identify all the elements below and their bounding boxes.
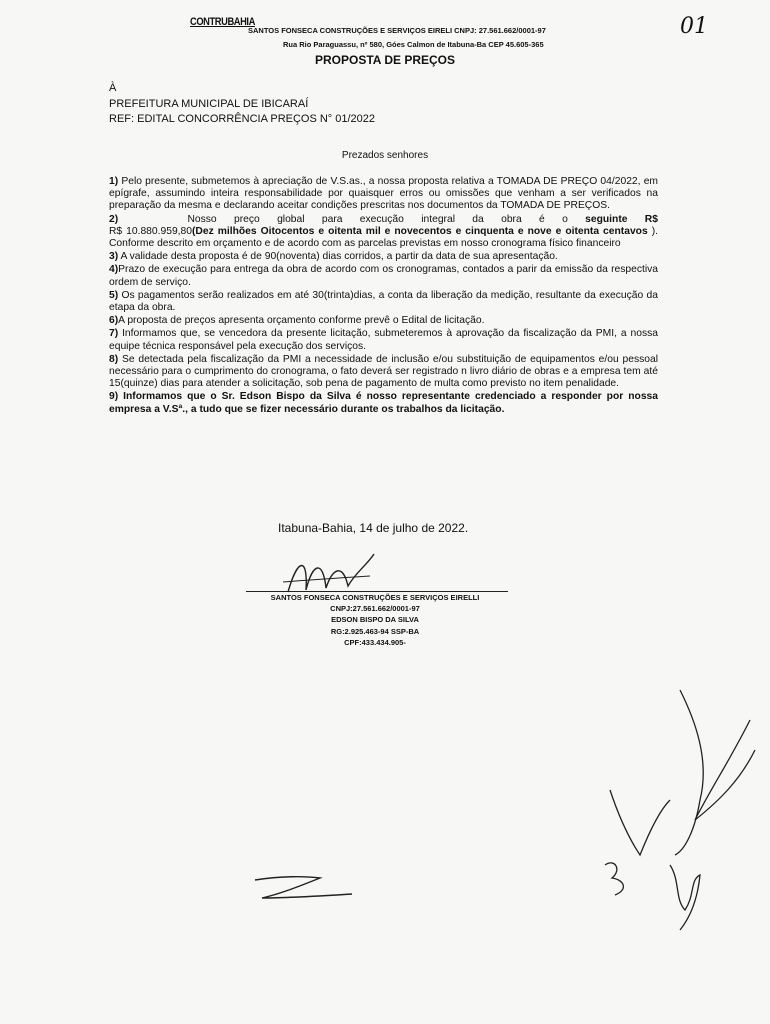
item-number: 7) (109, 328, 119, 340)
item-number: 3) (109, 251, 119, 263)
company-address-line: Rua Rio Paraguassu, nº 580, Góes Calmon de Itabuna-Ba CEP 45.605-365 (283, 40, 544, 49)
signer-cpf: CPF:433.434.905- (344, 637, 406, 647)
item-4 (109, 264, 658, 288)
item-number: 5) (109, 289, 119, 301)
reference-line: REF: EDITAL CONCORRÊNCIA PREÇOS N° 01/2022 (109, 113, 376, 125)
item-1 (109, 176, 658, 213)
item-9 (109, 391, 658, 415)
item-text: Os pagamentos serão realizados em até 30(trinta)dias, a conta da liberação da medição, resultante da execução da etapa da obra. (109, 289, 658, 314)
item-number: 8) (109, 353, 119, 365)
item-text: A validade desta proposta é de 90(noventa) dias corridos, a partir da data de sua apresentação. (120, 251, 558, 263)
company-logo: CONTRUBAHIA (190, 16, 255, 28)
item-text: Informamos que, se vencedora da presente licitação, submeteremos à aprovação da fiscalização da PMI, a nossa equipe técnica responsável pela execução dos serviços. (109, 328, 658, 352)
item-number: 9) (109, 391, 119, 403)
signer-company: SANTOS FONSECA CONSTRUÇÕES E SERVIÇOS EIRELLI (270, 593, 480, 602)
item-number: 1) (109, 176, 119, 187)
recipient-name: PREFEITURA MUNICIPAL DE IBICARAÍ (109, 98, 309, 110)
item-text: Prazo de execução para entrega da obra de acordo com os cronogramas, contados a parir da emissão da respectiva ordem de serviço. (109, 264, 658, 288)
item-5 (109, 290, 658, 314)
company-info-line: SANTOS FONSECA CONSTRUÇÕES E SERVIÇOS EIRELI CNPJ: 27.561.662/0001-97 (248, 26, 546, 35)
item-number: 6) (109, 315, 119, 327)
item-text: Pelo presente, submetemos à apreciação de V.S.as., a nossa proposta relativa a TOMADA DE PREÇO 04/2022, em epígrafe, assumindo inteira responsabilidade por quaisquer erros ou omissões que venham a ser verificados na preparação da mesma e declarando aceitar condições prescritas nos documentos da TOMADA DE PREÇOS. (109, 176, 658, 212)
signature-block (230, 592, 520, 648)
recipient-prefix: À (109, 82, 117, 94)
city-date: Itabuna-Bahia, 14 de julho de 2022. (278, 521, 469, 535)
price-value: R$ 10.880.959,80 (109, 225, 192, 237)
item-text: Se detectada pela fiscalização da PMI a necessidade de inclusão e/ou substituição de equipamentos e/ou pessoal necessário para o cumprimento do cronograma, o fato deverá ser registrado n livro diário de obras e a empresa tem até 15(quinze) dias para atender a solicitação, sob pena de pagamento de multa como previsto no item penalidade. (109, 353, 658, 390)
signer-name: EDSON BISPO DA SILVA (331, 615, 419, 625)
item-text: A proposta de preços apresenta orçamento conforme prevê o Edital de licitação. (118, 315, 485, 327)
item-7 (109, 328, 658, 352)
handwritten-page-number: 01 (680, 14, 708, 39)
initials-scribble (600, 680, 760, 940)
rubric-scribble (250, 868, 360, 908)
item-number: 2) (109, 213, 119, 225)
item-2 (109, 214, 658, 251)
greeting: Prezados senhores (341, 150, 429, 161)
item-8 (109, 354, 658, 391)
item-text: Informamos que o Sr. Edson Bispo da Silva é nosso representante credenciado a responder por nossa empresa a V.Sª., a tudo que se fizer necessário durante os trabalhos da licitação. (109, 391, 658, 415)
proposal-body (109, 176, 658, 417)
item-text: ). Conforme descrito em orçamento e de acordo com as parcelas previstas em nosso cronograma físico financeiro (109, 225, 658, 250)
signer-rg: RG:2.925.463-94 SSP-BA (330, 626, 420, 636)
item-number: 4) (109, 264, 119, 276)
item-3 (109, 251, 658, 263)
item-text: Nosso preço global para execução integral da obra é o (187, 213, 568, 225)
item-bold-text: seguinte R$ (585, 213, 658, 225)
document-title: PROPOSTA DE PREÇOS (314, 53, 456, 67)
signer-cnpj: CNPJ:27.561.662/0001-97 (330, 604, 420, 614)
price-in-words: (Dez milhões Oitocentos e oitenta mil e novecentos e cinquenta e nove e oitenta centavos (192, 225, 648, 237)
item-6 (109, 315, 658, 327)
